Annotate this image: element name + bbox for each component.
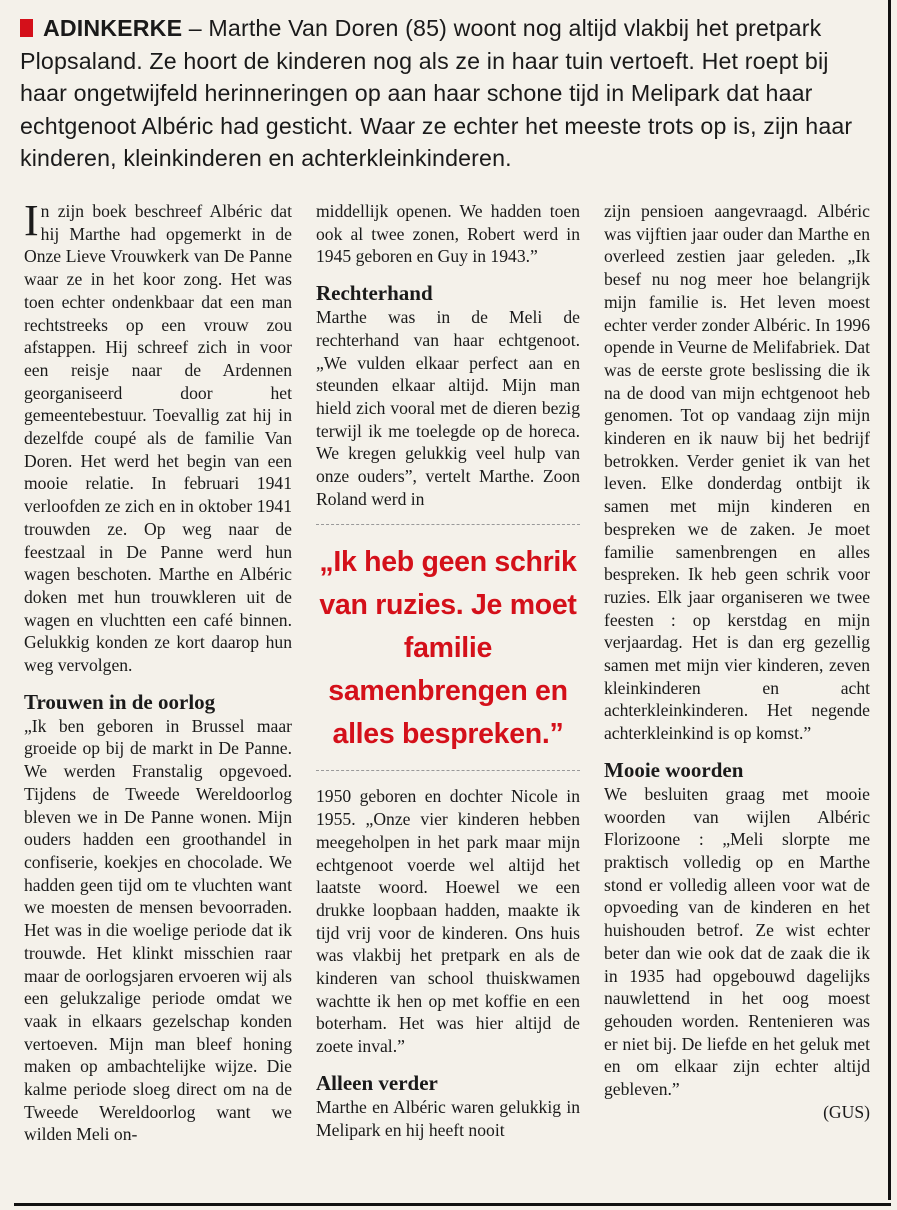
intro-text: – Marthe Van Doren (85) woont nog altijd vlakbij het pretpark Plopsaland. Ze hoort de kinderen nog als ze in haar tuin vertoeft. Het roept bij haar ongetwijfeld herinneringen op aan haar schone tijd in Melipark dat haar echtgenoot Albéric had gesticht. Waar ze echter het meeste trots op is, zijn haar kinderen, kleinkinderen en achterkleinkinderen. [20, 15, 853, 171]
column-rule-right [888, 0, 891, 1200]
paragraph: „Ik ben geboren in Brussel maar groeide op bij de markt in De Panne. We werden Franstalig opgevoed. Tijdens de Tweede Wereldoorlog bleven we in De Panne wonen. Mijn ouders hadden een groothandel in confiserie, koekjes en chocolade. We hadden geen tijd om te vluchten want we moesten de mensen bevoorraden. Het was in die woelige periode dat ik trouwde. Het klinkt misschien raar maar de oorlogsjaren ervoeren wij als een gelukzalige periode omdat we vaak in elkaars gezelschap konden vertoeven. Mijn man bleef honing maken op ambachtelijke wijze. Die kalme periode sloeg direct om na de Tweede Wereldoorlog want we wilden Meli on- [24, 715, 292, 1145]
intro-place: ADINKERKE [43, 15, 183, 41]
subheading: Mooie woorden [604, 757, 744, 782]
column-3 [604, 200, 870, 1123]
subheading: Alleen verder [316, 1070, 438, 1095]
paragraph: Marthe was in de Meli de rechterhand van haar echtgenoot. „We vulden elkaar perfect aan en steunden elkaar altijd. Mijn man hield zich vooral met de dieren bezig terwijl ik me toelegde op de horeca. We kregen gelukkig veel hulp van onze ouders”, vertelt Marthe. Zoon Roland werd in [316, 307, 580, 509]
subheading: Rechterhand [316, 281, 433, 306]
paragraph: zijn pensioen aangevraagd. Albéric was vijftien jaar ouder dan Marthe en overleed zestien jaar geleden. „Ik besef nu nog meer hoe belangrijk mijn familie is. Het leven moest echter verder zonder Albéric. In 1996 opende in Veurne de Melifabriek. Dat was de eerste grote beslissing die ik na de dood van mijn echtgenoot heb genomen. Tot op vandaag zijn mijn kinderen en ik nauw bij het bedrijf betrokken. Verder geniet ik van het leven. Elke donderdag ontbijt ik samen met mijn kinderen en bespreken we de zaken. Je moet familie samenbrengen en alles bespreken. Ik heb geen schrik voor ruzies. Elk jaar organiseren we twee feesten : op kerstdag en mijn verjaardag. Het is dan erg gezellig samen met mijn vier kinderen, zeven kleinkinderen en acht achterkleinkinderen. Het negende achterkleinkind is op komst.” [604, 201, 870, 744]
red-square-marker [20, 19, 33, 37]
paragraph: Marthe en Albéric waren gelukkig in Melipark en hij heeft nooit [316, 1096, 580, 1140]
paragraph: We besluiten graag met mooie woorden van wijlen Albéric Florizoone : „Meli slorpte me praktisch volledig op en Marthe stond er volledig alleen voor wat de opvoeding van de kinderen en het huishouden betrof. Ze wist echter beter dan wie ook dat de zaak die ik in 1935 had opgebouwd dagelijks nauwlettend in het oog moest gehouden worden. Rentenieren was er niet bij. De liefde en het geluk met en om elkaar zijn echter altijd gebleven.” [604, 783, 870, 1100]
paragraph [24, 196, 292, 677]
column-1 [24, 196, 292, 1146]
paragraph: 1950 geboren en dochter Nicole in 1955. „Onze vier kinderen hebben meegeholpen in het park maar mijn echtgenoot voerde wel altijd het laatste woord. Hoewel we een drukke loopbaan hadden, maakte ik tijd vrij voor de kinderen. Ons huis was vlakbij het pretpark en als de kinderen van school thuiskwamen wachtte ik hen op met koffie en een boterham. Het was hier altijd de zoete inval.” [316, 786, 580, 1057]
article-columns [14, 190, 885, 1146]
column-2 [316, 200, 580, 1141]
column-rule-bottom [14, 1203, 891, 1206]
drop-cap: I [24, 196, 39, 245]
subheading: Trouwen in de oorlog [24, 689, 216, 714]
paragraph: middellijk openen. We hadden toen ook al twee zonen, Robert werd in 1945 geboren en Guy in 1943.” [316, 201, 580, 267]
author-signature: (GUS) [823, 1101, 870, 1122]
article-intro [14, 0, 885, 190]
paragraph-text: n zijn boek beschreef Albéric dat hij Marthe had opgemerkt in de Onze Lieve Vrouwkerk van De Panne waar ze in het koor zong. Het was toen echter ondenkbaar dat een man rechtstreeks op een vrouw zou afstappen. Hij schreef zich in voor een reisje naar de Ardennen georganiseerd door het gemeentebestuur. Toevallig zat hij in dezelfde coupé als de familie Van Doren. Het werd het begin van een mooie relatie. In februari 1941 verloofden ze zich en in oktober 1941 trouwden ze. Op weg naar de feestzaal in De Panne werd hun wagen beschoten. Marthe en Albéric doken met hun trouwkleren uit de wagen en vluchtten een café binnen. Gelukkig konden ze kort daarop hun weg vervolgen. [24, 201, 292, 676]
pull-quote: „Ik heb geen schrik van ruzies. Je moet familie samenbrengen en alles bespreken.” [316, 524, 580, 771]
